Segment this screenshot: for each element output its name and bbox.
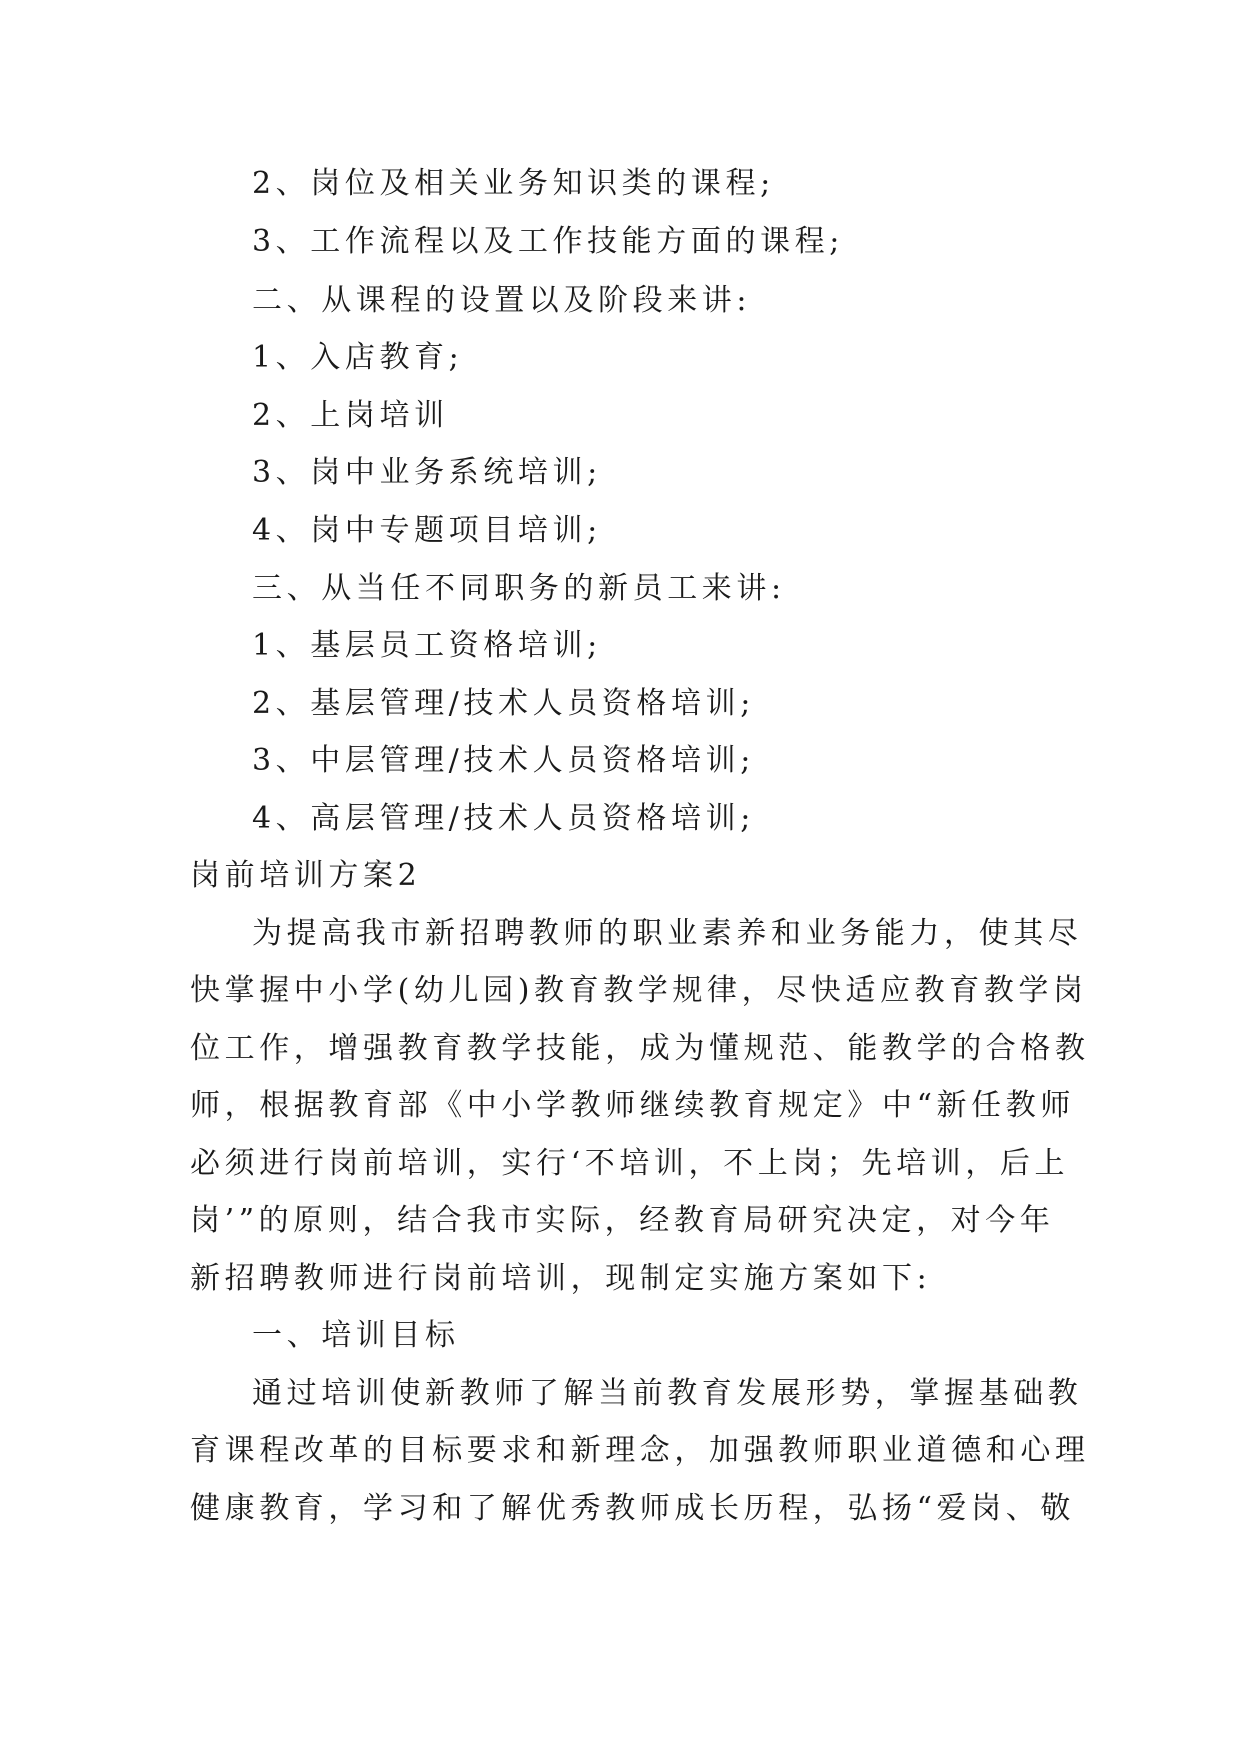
paragraph-line: 健康教育，学习和了解优秀教师成长历程，弘扬“爱岗、敬 bbox=[190, 1491, 1075, 1526]
paragraph-line: 快掌握中小学(幼儿园)教育教学规律，尽快适应教育教学岗 bbox=[190, 973, 1088, 1008]
section-heading-goal: 一、培训目标 bbox=[252, 1318, 460, 1353]
list-item-stage-2: 2、上岗培训 bbox=[252, 398, 449, 433]
paragraph-line: 位工作，增强教育教学技能，成为懂规范、能教学的合格教 bbox=[190, 1031, 1090, 1066]
list-item-course-2: 2、岗位及相关业务知识类的课程; bbox=[252, 166, 775, 201]
paragraph-line: 育课程改革的目标要求和新理念，加强教师职业道德和心理 bbox=[190, 1433, 1090, 1468]
paragraph-line: 师，根据教育部《中小学教师继续教育规定》中“新任教师 bbox=[190, 1088, 1075, 1123]
section-heading-stage: 二、从课程的设置以及阶段来讲: bbox=[252, 283, 752, 318]
document-title: 岗前培训方案2 bbox=[190, 858, 422, 893]
paragraph-line: 必须进行岗前培训，实行‘不培训，不上岗；先培训，后上 bbox=[190, 1146, 1070, 1181]
list-item-stage-1: 1、入店教育; bbox=[252, 340, 464, 375]
section-heading-role: 三、从当任不同职务的新员工来讲: bbox=[252, 571, 786, 606]
list-item-stage-3: 3、岗中业务系统培训; bbox=[252, 455, 602, 490]
paragraph-line: 为提高我市新招聘教师的职业素养和业务能力，使其尽 bbox=[252, 916, 1083, 951]
list-item-course-3: 3、工作流程以及工作技能方面的课程; bbox=[252, 224, 844, 259]
list-item-role-3: 3、中层管理/技术人员资格培训; bbox=[252, 743, 755, 778]
list-item-role-1: 1、基层员工资格培训; bbox=[252, 628, 602, 663]
list-item-role-4: 4、高层管理/技术人员资格培训; bbox=[252, 801, 755, 836]
paragraph-line: 岗’”的原则，结合我市实际，经教育局研究决定，对今年 bbox=[190, 1203, 1055, 1238]
list-item-role-2: 2、基层管理/技术人员资格培训; bbox=[252, 686, 755, 721]
paragraph-line: 新招聘教师进行岗前培训，现制定实施方案如下: bbox=[190, 1261, 932, 1296]
paragraph-line: 通过培训使新教师了解当前教育发展形势，掌握基础教 bbox=[252, 1376, 1083, 1411]
list-item-stage-4: 4、岗中专题项目培训; bbox=[252, 513, 602, 548]
